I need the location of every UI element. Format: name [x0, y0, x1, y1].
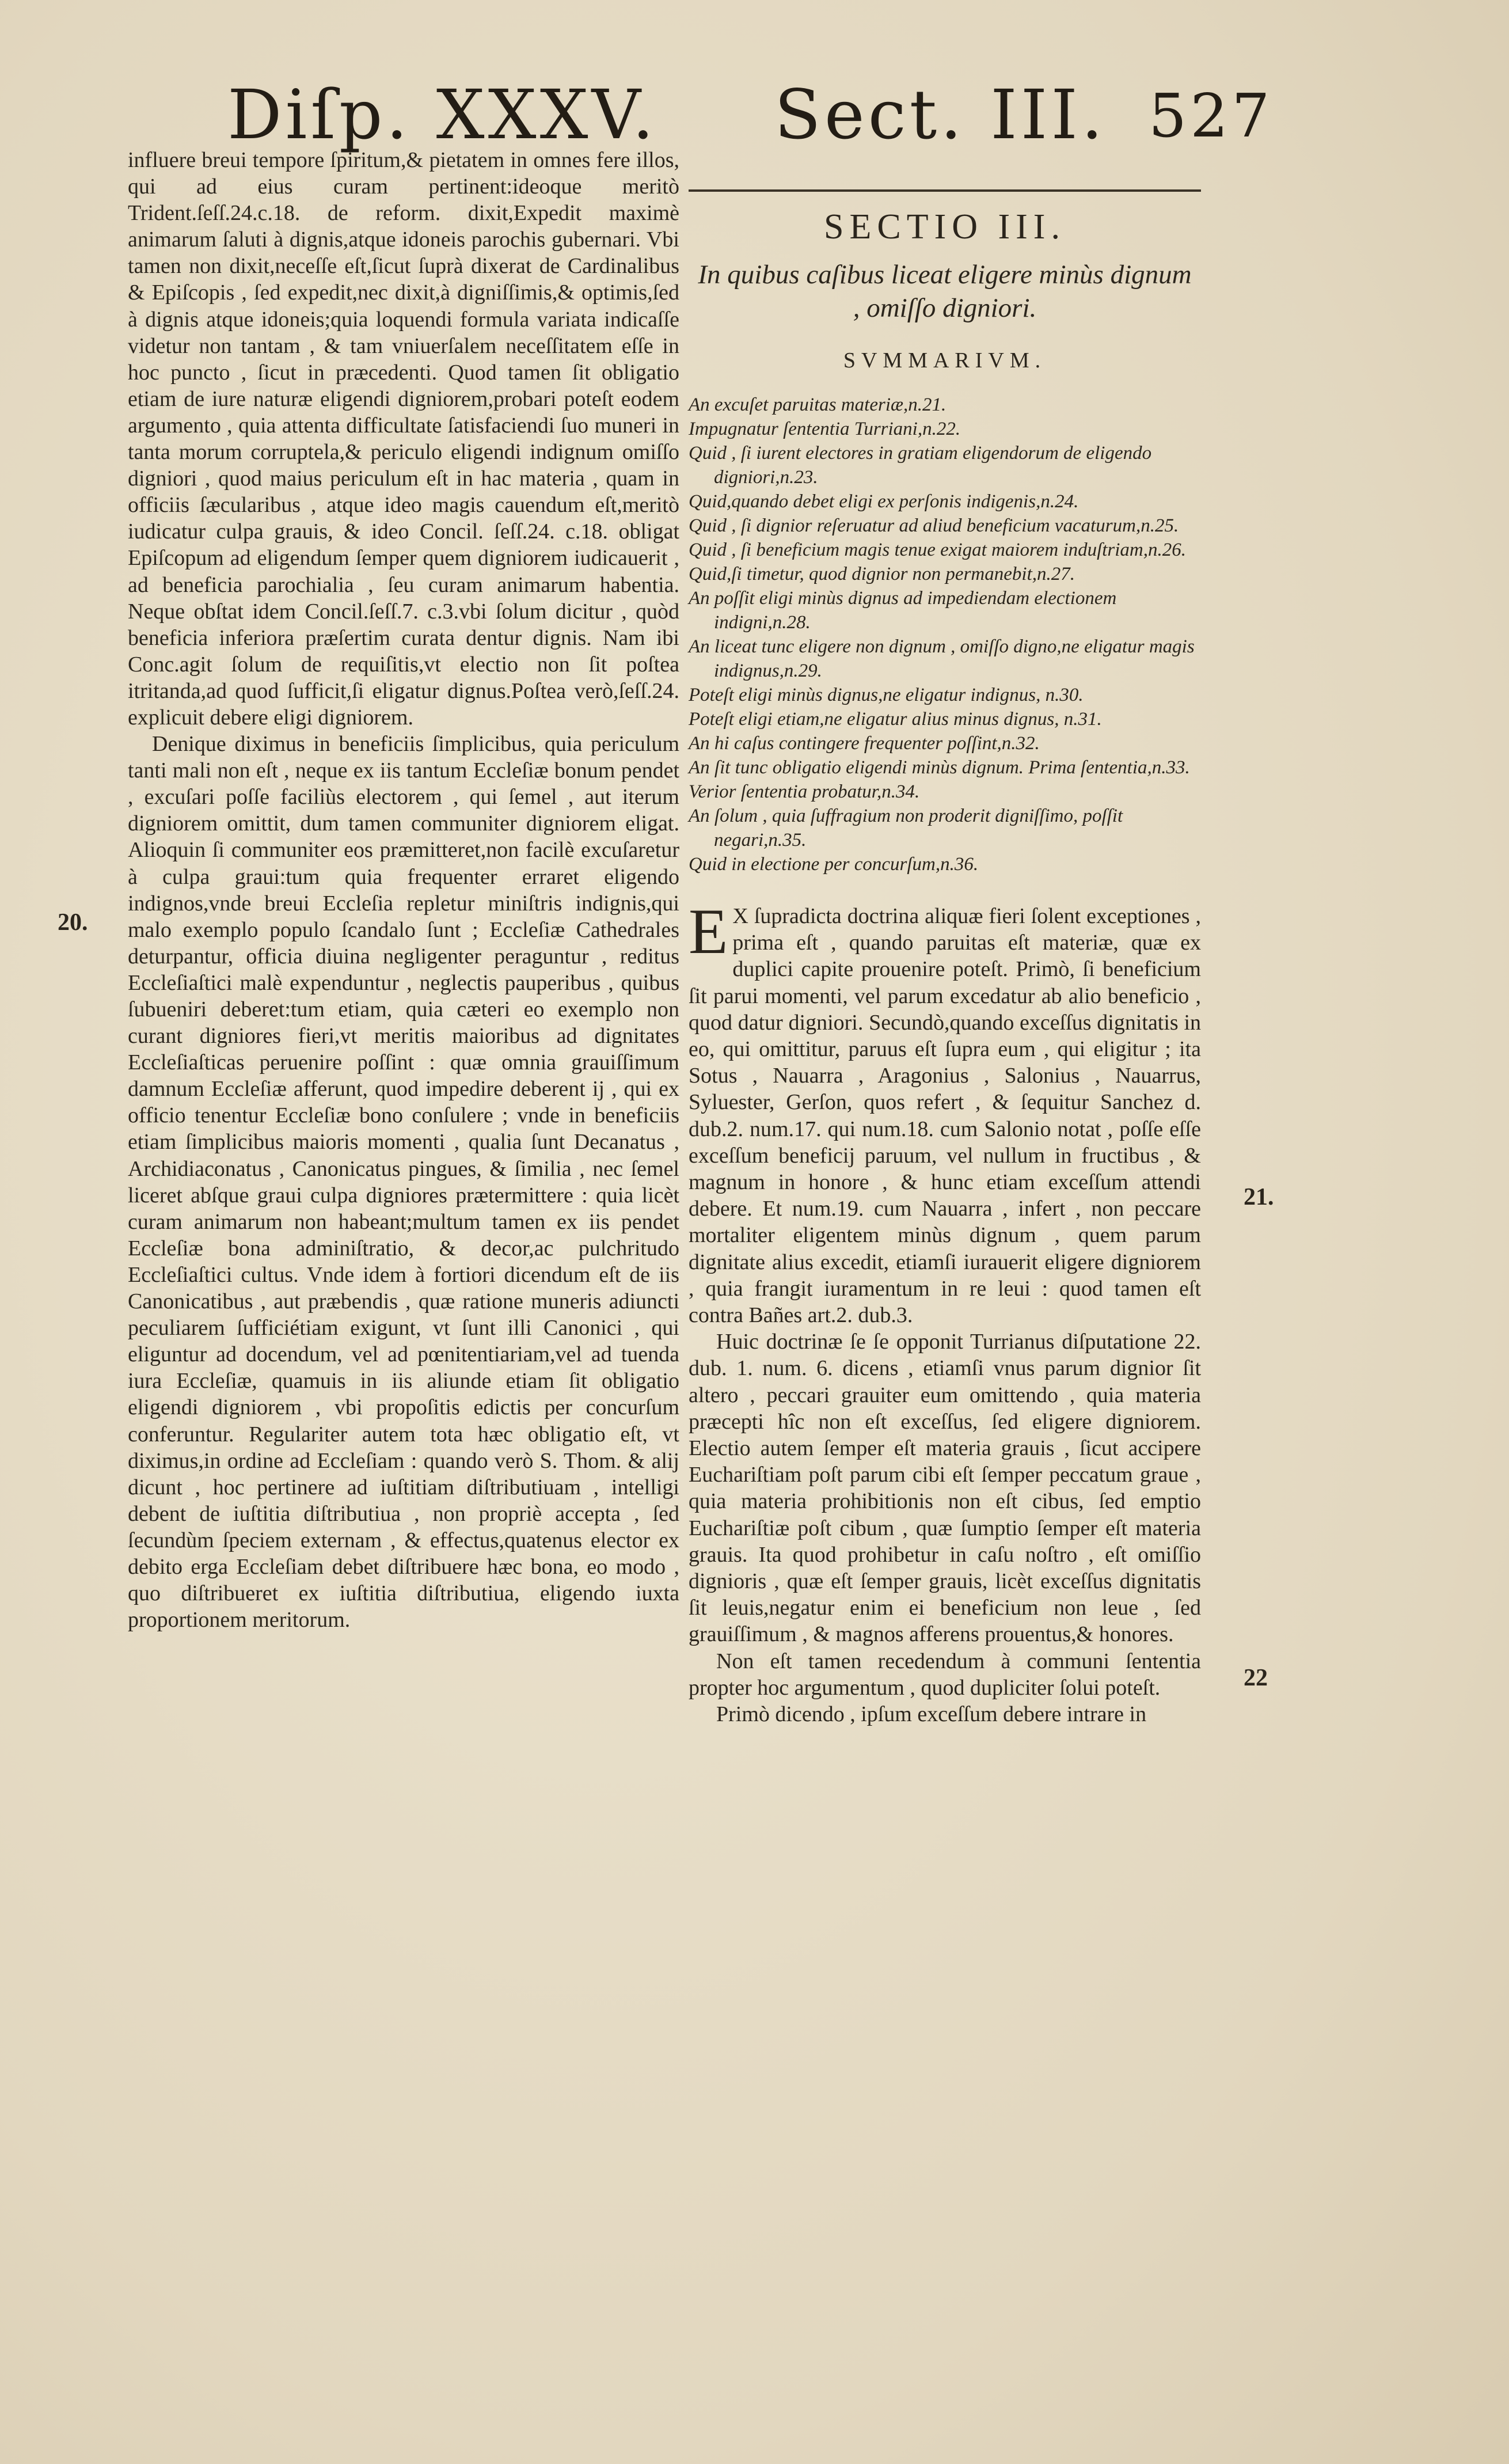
summarium-item: Quid in electione per concurſum,n.36.	[689, 854, 979, 875]
section-subtitle: In quibus caſibus liceat eligere minùs dignum , omiſſo digniori.	[698, 260, 1192, 323]
summarium-item: An ſolum , quia ſuffragium non proderit digniſſimo, poſſit negari,n.35.	[689, 806, 1123, 851]
summarium-item: An poſſit eligi minùs dignus ad impediendam electionem indigni,n.28.	[689, 588, 1117, 633]
right-column	[689, 181, 1201, 1728]
summarium-item: Quid,ſi timetur, quod dignior non permanebit,n.27.	[689, 564, 1075, 584]
drop-cap: E	[689, 896, 728, 967]
left-column	[128, 147, 679, 1633]
margin-number-22: 22	[1244, 1665, 1268, 1691]
left-paragraph-2: Denique diximus in beneficiis ſimplicibus, quia periculum tanti mali non eſt , neque ex iis tantum Eccleſiæ bonum pendet , excuſari poſſe faciliùs electorem , qui ſemel , aut iterum digniorem omittit, dum tamen communiter digniorem eligat. Alioquin ſi communiter eos præmitteret,non facilè excuſaretur à culpa graui:tum quia frequenter erraret eligendo indignos,vnde breui Eccleſia repletur miniſtris indignis,qui malo exemplo populo ſcandalo ſunt ; Eccleſiæ Cathedrales deturpantur, officia diuina negligenter peraguntur , reditus Eccleſiaſtici malè expenduntur , neglectis pauperibus , quibus ſubueniri deberet:tum etiam, quia cæteri eo exemplo non curant digniores fieri,vt meritis maioribus ad dignitates Eccleſiaſticas peruenire poſſint : quæ omnia grauiſſimum damnum Eccleſiæ afferunt, quod impedire deberent ij , qui ex officio tenentur Eccleſiæ bono conſulere ; vnde in beneficiis etiam ſimplicibus maioris momenti , qualia ſunt Decanatus , Archidiaconatus , Canonicatus pingues, & ſimilia , nec ſemel liceret abſque graui culpa digniores prætermittere : quia licèt curam animarum non habeant;multum tamen ex iis pendet Eccleſiæ bona adminiſtratio, & decor,ac pulchritudo Eccleſiaſtici cultus. Vnde idem à fortiori dicendum eſt de iis Canonicatibus , aut præbendis , quæ ratione muneris adiuncti peculiarem ſufficiétiam exigunt, vt ſunt illi Canonici , qui eliguntur ad docendum, vel ad pœnitentiariam,vel ad tuenda iura Eccleſiæ, quamuis in iis aliunde etiam ſit obligatio eligendi digniorem , vbi propoſitis edictis per concurſum conferuntur. Regulariter autem tota hæc obligatio eſt, vt diximus,in ordine ad Eccleſiam : quando verò S. Thom. & alij dicunt , hoc pertinere ad iuſtitiam diſtributiuam , intelligi debent de iuſtitia diſtributiua , non propriè accepta , ſed ſecundùm ſpeciem externam , & effectus,quatenus elector ex debito erga Eccleſiam debet diſtribuere hæc bona, eo modo , quo diſtribueret ex iuſtitia diſtributiua, eligendo iuxta proportionem meritorum.	[128, 732, 679, 1632]
summarium-item: Quid , ſi beneficium magis tenue exigat maiorem induſtriam,n.26.	[689, 540, 1186, 560]
margin-number-20: 20.	[58, 909, 88, 936]
section-title: SECTIO III.	[824, 207, 1066, 246]
page-number: 527	[1149, 81, 1274, 151]
margin-number-21: 21.	[1244, 1184, 1274, 1210]
summarium-item: Poteſt eligi minùs dignus,ne eligatur indignus, n.30.	[689, 685, 1084, 705]
summarium-item: Impugnatur ſententia Turriani,n.22.	[689, 419, 961, 439]
disputation-heading: Diſp. XXXV.	[227, 75, 657, 154]
right-paragraph-24: Primò dicendo , ipſum exceſſum debere intrare in	[716, 1702, 1147, 1727]
summarium-item: Verior ſententia probatur,n.34.	[689, 781, 920, 802]
summarium-list	[689, 393, 1201, 876]
right-paragraph-23: Non eſt tamen recedendum à communi ſententia propter hoc argumentum , quod dupliciter ſolui poteſt.	[689, 1649, 1201, 1700]
right-body	[689, 896, 1201, 1728]
left-paragraph-1: influere breui tempore ſpiritum,& pietatem in omnes fere illos, qui ad eius curam pertinent:ideoque meritò Trident.ſeſſ.24.c.18. de reform. dixit,Expedit maximè animarum ſaluti à dignis,atque idoneis parochis gubernari. Vbi tamen non dixit,neceſſe eſt,ſicut ſuprà dixerat de Cardinalibus & Epiſcopis , ſed expedit,nec dixit,à digniſſimis,& optimis,ſed à dignis atque idoneis;quia loquendi formula variata indicaſſe videtur non tantam , & tam vniuerſalem neceſſitatem eſſe in hoc puncto , ſicut in præcedenti. Quod tamen ſit obligatio etiam de iure naturæ eligendi digniorem,probari poteſt eodem argumento , quia attenta difficultate ſatisfaciendi ſuo muneri in tanta morum corruptela,& periculo eligendi indignum omiſſo digniori , quod maius periculum eſt in hac materia , quam in officiis ſæcularibus , atque ideo magis cauendum eſt,meritò iudicatur culpa grauis, & ideo Concil. ſeſſ.24. c.18. obligat Epiſcopum ad eligendum ſemper quem digniorem iudicauerit , ad beneficia parochialia , ſeu curam animarum habentia. Neque obſtat idem Concil.ſeſſ.7. c.3.vbi ſolum dicitur , quòd beneficia inferiora præſertim curata dentur dignis. Nam ibi Conc.agit ſolum de requiſitis,vt electio non ſit poſtea itritanda,ad quod ſufficit,ſi eligatur dignus.Poſtea verò,ſeſſ.24. explicuit debere eligi digniorem.	[128, 148, 679, 730]
section-heading: Sect. III.	[774, 75, 1107, 154]
summarium-item: An hi caſus contingere frequenter poſſint,n.32.	[689, 733, 1040, 754]
summarium-item: Quid,quando debet eligi ex perſonis indigenis,n.24.	[689, 491, 1079, 512]
summarium-item: An ſit tunc obligatio eligendi minùs dignum. Prima ſententia,n.33.	[689, 757, 1190, 778]
summarium-title: SVMMARIVM.	[843, 348, 1047, 373]
summarium-item: Poteſt eligi etiam,ne eligatur alius minus dignus, n.31.	[689, 709, 1102, 730]
summarium-item: An excuſet paruitas materiæ,n.21.	[689, 394, 947, 415]
right-paragraph-22: Huic doctrinæ ſe ſe opponit Turrianus diſputatione 22. dub. 1. num. 6. dicens , etiamſi vnus parum dignior ſit altero , peccari grauiter eum omittendo , quia materia præcepti hîc non eſt exceſſus, ſed eligere digniorem. Electio autem ſemper eſt materia grauis , ſicut accipere Euchariſtiam poſt parum cibi eſt ſemper peccatum graue , quia materia prohibitionis non eſt cibus, ſed emptio Euchariſtiæ poſt cibum , quæ ſumptio ſemper eſt materia grauis. Ita quod prohibetur in caſu noſtro , eſt omiſſio dignioris , quæ eſt ſemper grauis, licèt exceſſus dignitatis ſit leuis,negatur enim ei beneficium non leue , ſed grauiſſimum , & magnos afferens prouentus,& honores.	[689, 1330, 1201, 1647]
summarium-item: Quid , ſi iurent electores in gratiam eligendorum de eligendo digniori,n.23.	[689, 443, 1152, 488]
summarium-item: Quid , ſi dignior reſeruatur ad aliud beneficium vacaturum,n.25.	[689, 515, 1179, 536]
paragraph-21-text: X ſupradicta doctrina aliquæ fieri ſolent exceptiones , prima eſt , quando paruitas eſt materiæ, quæ ex duplici capite prouenire poteſt. Primò, ſi beneficium ſit parui momenti, vel parum excedatur ab alio beneficio , quod datur digniori. Secundò,quando exceſſus dignitatis in eo, qui omittitur, paruus eſt ſupra eum , qui eligitur ; ita Sotus , Nauarra , Aragonius , Salonius , Nauarrus, Syluester, Gerſon, quos refert , & ſequitur Sanchez d. dub.2. num.17. qui num.18. cum Salonio notat , poſſe eſſe exceſſum beneficij paruum, vel nullum in fructibus , & magnum in honore , & hunc etiam exceſſum attendi debere. Et num.19. cum Nauarra , infert , non peccare mortaliter eligentem minùs dignum , quem parum dignitate alius excedit, etiamſi iurauerit eligere digniorem , quia frangit iuramentum in re leui : quod tamen eſt contra Bañes art.2. dub.3.	[689, 904, 1201, 1328]
summarium-item: An liceat tunc eligere non dignum , omiſſo digno,ne eligatur magis indignus,n.29.	[689, 636, 1195, 681]
section-rule	[689, 189, 1201, 192]
right-paragraph-21	[689, 896, 1201, 1328]
